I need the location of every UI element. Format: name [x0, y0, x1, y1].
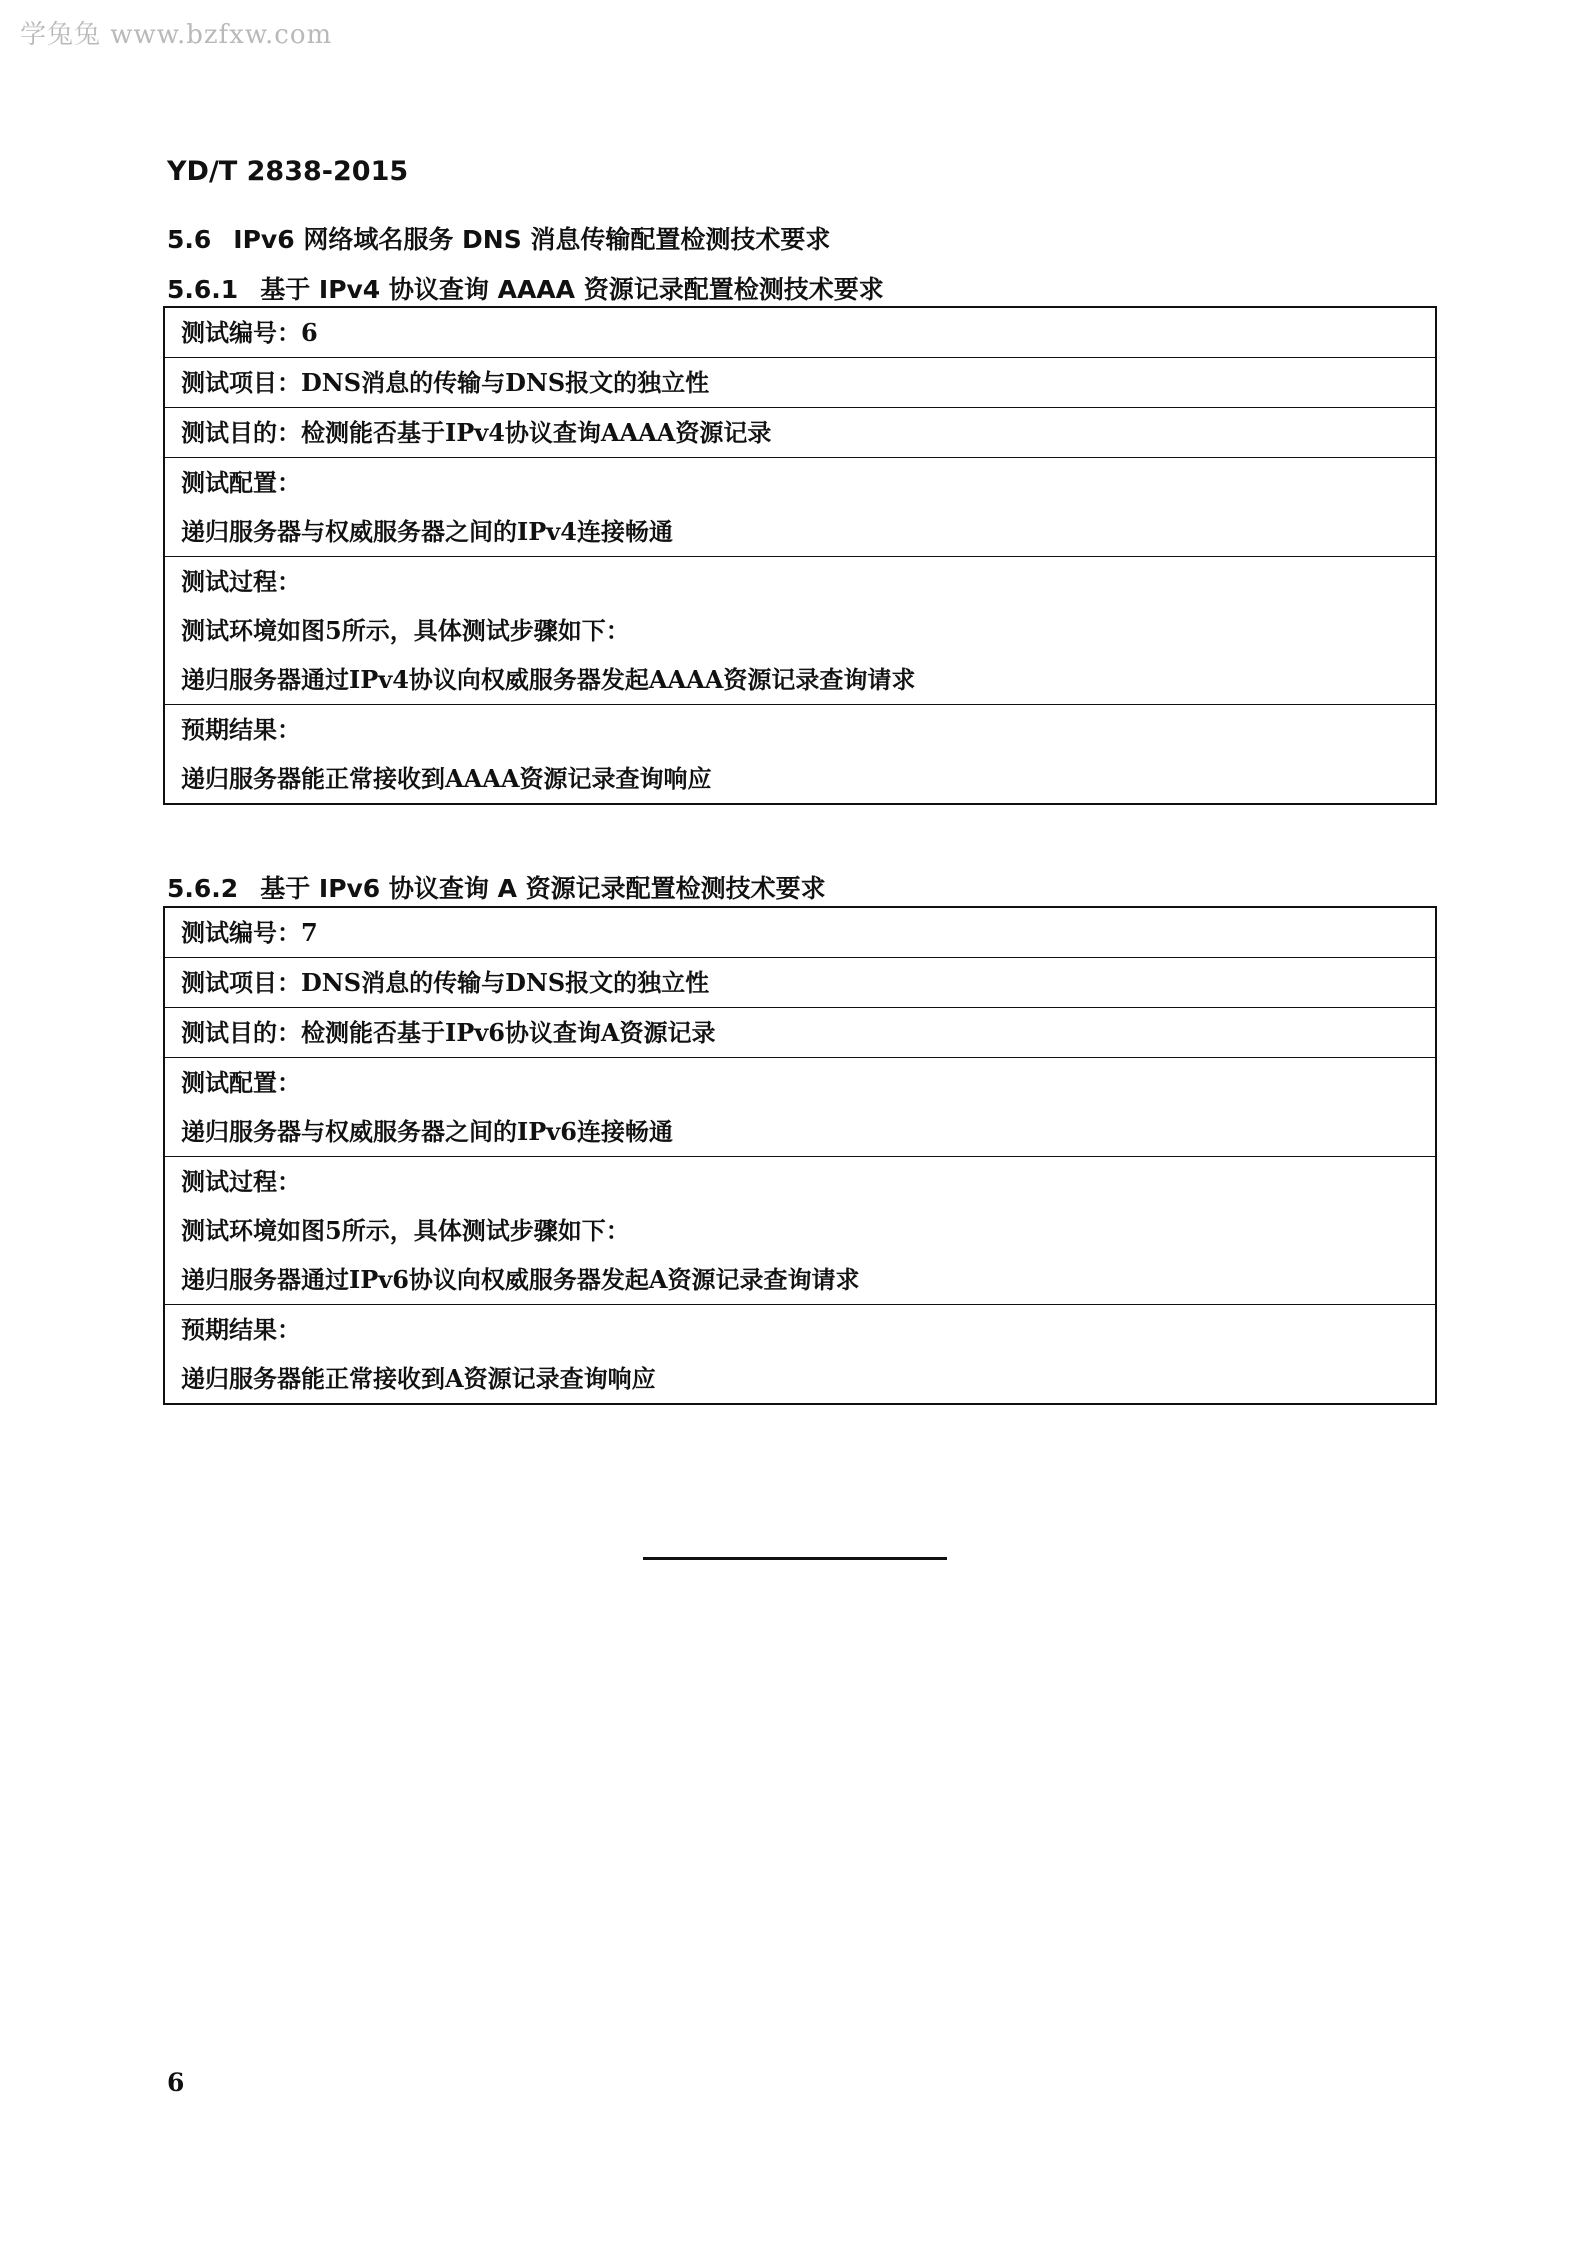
test-table-1 [163, 306, 1437, 805]
table-row [165, 1057, 1435, 1156]
subsection-title: 基于 IPv4 协议查询 AAAA 资源记录配置检测技术要求 [260, 275, 884, 304]
subsection-heading-1 [167, 270, 884, 306]
test-procedure-label: 测试过程： [181, 567, 301, 596]
table-row [165, 556, 1435, 704]
watermark: 学兔兔 www.bzfxw.com [20, 20, 333, 50]
expected-result-label: 预期结果： [181, 715, 301, 744]
subsection-title: 基于 IPv6 协议查询 A 资源记录配置检测技术要求 [260, 874, 826, 903]
table-row [165, 357, 1435, 407]
table-row [165, 457, 1435, 556]
test-purpose-cell: 测试目的：检测能否基于IPv6协议查询A资源记录 [181, 1018, 716, 1047]
test-procedure-text: 测试环境如图5所示，具体测试步骤如下： [181, 616, 630, 645]
table-row [165, 308, 1435, 357]
table-row [165, 1304, 1435, 1403]
expected-result-text: 递归服务器能正常接收到A资源记录查询响应 [181, 1364, 656, 1393]
section-title: IPv6 网络域名服务 DNS 消息传输配置检测技术要求 [233, 225, 831, 254]
test-item-cell: 测试项目：DNS消息的传输与DNS报文的独立性 [181, 368, 710, 397]
test-procedure-text: 测试环境如图5所示，具体测试步骤如下： [181, 1216, 630, 1245]
page-number: 6 [167, 2068, 185, 2097]
document-code: YD/T 2838-2015 [167, 156, 409, 187]
test-procedure-label: 测试过程： [181, 1167, 301, 1196]
table-row [165, 957, 1435, 1007]
subsection-number: 5.6.1 [167, 275, 239, 304]
table-row [165, 407, 1435, 457]
subsection-number: 5.6.2 [167, 874, 239, 903]
subsection-heading-2 [167, 869, 826, 905]
test-item-cell: 测试项目：DNS消息的传输与DNS报文的独立性 [181, 968, 710, 997]
test-procedure-step: 递归服务器通过IPv4协议向权威服务器发起AAAA资源记录查询请求 [181, 665, 916, 694]
test-number-cell: 测试编号：6 [181, 318, 318, 347]
end-rule [643, 1557, 947, 1560]
test-procedure-step: 递归服务器通过IPv6协议向权威服务器发起A资源记录查询请求 [181, 1265, 860, 1294]
test-config-label: 测试配置： [181, 1068, 301, 1097]
table-row [165, 908, 1435, 957]
expected-result-label: 预期结果： [181, 1315, 301, 1344]
test-config-text: 递归服务器与权威服务器之间的IPv4连接畅通 [181, 517, 673, 546]
section-number: 5.6 [167, 225, 212, 254]
test-config-label: 测试配置： [181, 468, 301, 497]
table-row [165, 1007, 1435, 1057]
test-number-cell: 测试编号：7 [181, 918, 318, 947]
table-row [165, 1156, 1435, 1304]
table-row [165, 704, 1435, 803]
test-config-text: 递归服务器与权威服务器之间的IPv6连接畅通 [181, 1117, 673, 1146]
test-table-2 [163, 906, 1437, 1405]
test-purpose-cell: 测试目的：检测能否基于IPv4协议查询AAAA资源记录 [181, 418, 772, 447]
expected-result-text: 递归服务器能正常接收到AAAA资源记录查询响应 [181, 764, 712, 793]
section-heading [167, 220, 830, 256]
